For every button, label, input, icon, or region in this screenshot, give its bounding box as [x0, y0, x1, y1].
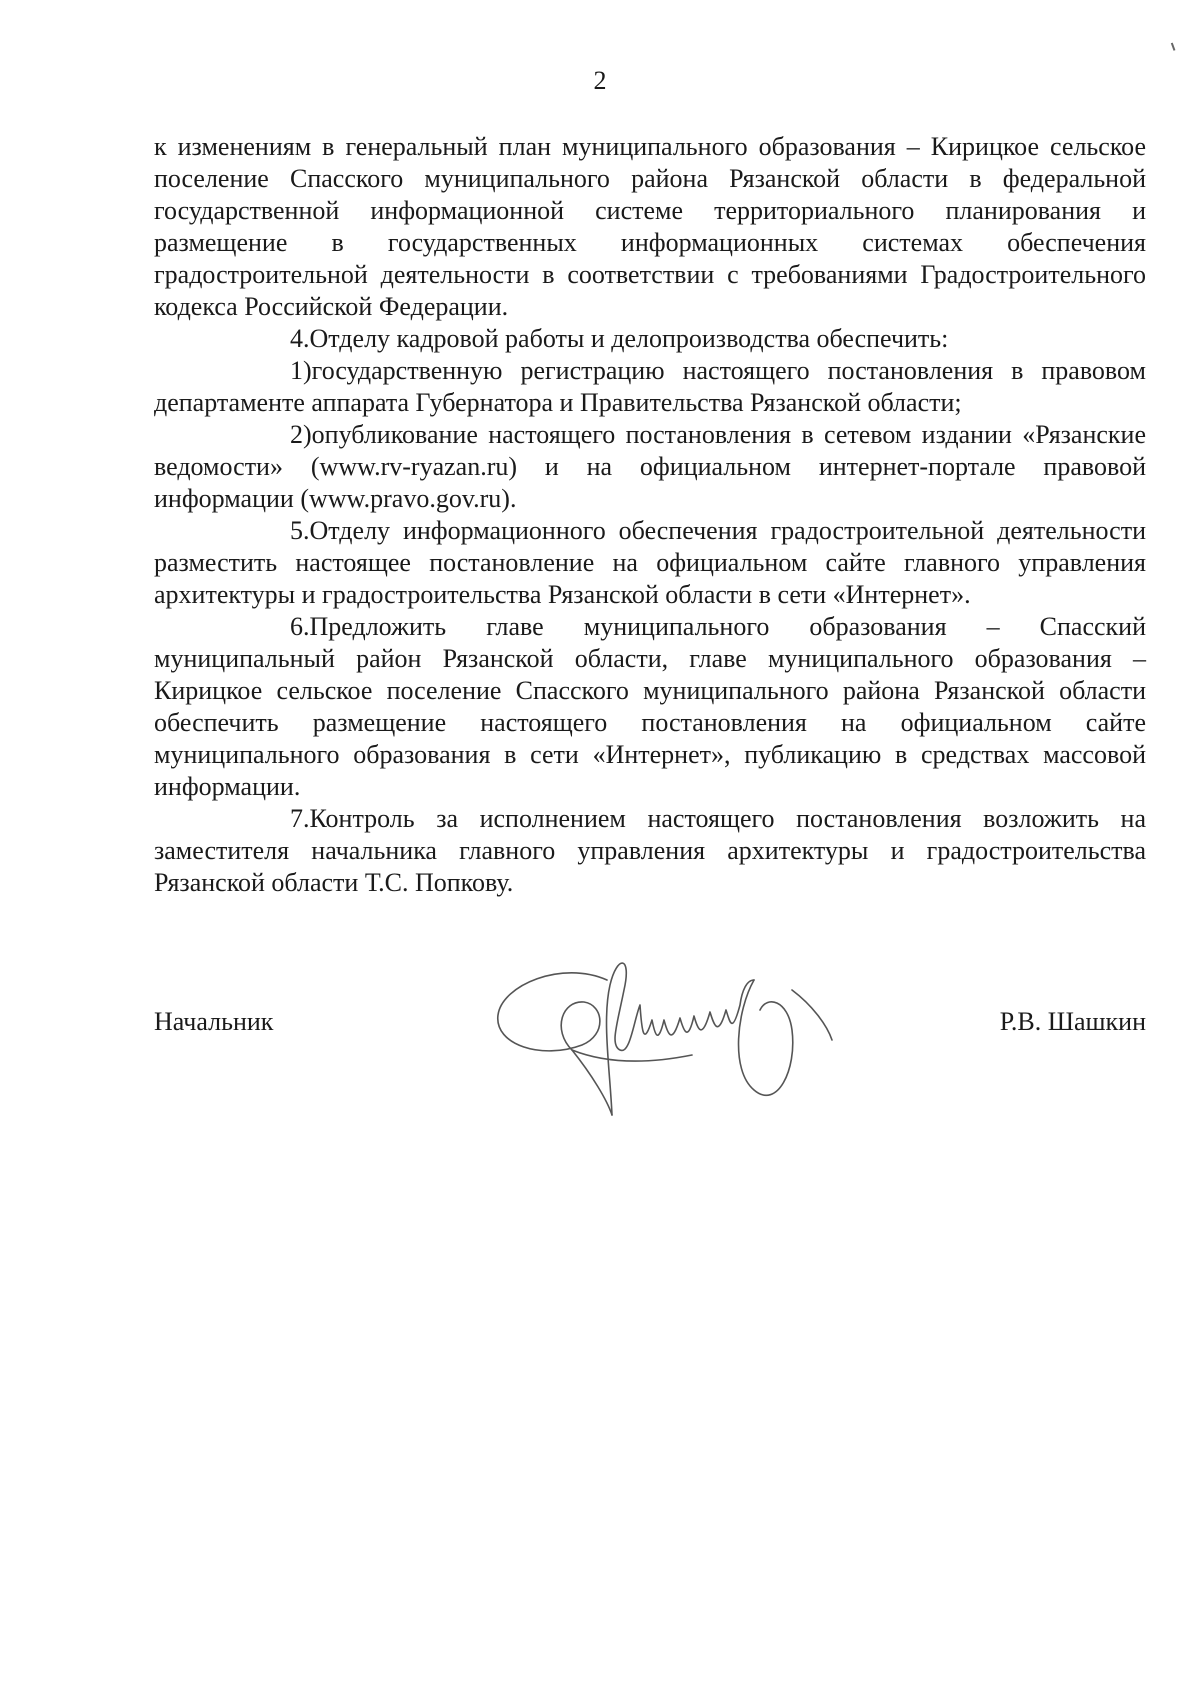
paragraph-text: к изменениям в генеральный план муниципального образования – Кирицкое сельское поселение Спасского муниципального района Рязанской области в федеральной государственной информационной системе территориального планирования и размещение в государственных информационных системах обеспечения градостроительной деятельности в соответствии с требованиями Градостроительного кодекса Российской Федерации. [154, 132, 1146, 321]
paragraph-subitem-2 [154, 419, 1146, 515]
item-number: 5. [290, 516, 310, 545]
item-number: 1) [290, 356, 312, 385]
paragraph-continuation [154, 131, 1146, 323]
paragraph-subitem-1 [154, 355, 1146, 419]
item-number: 4. [290, 324, 310, 353]
signatory-title: Начальник [154, 1007, 274, 1036]
item-number: 7. [290, 804, 310, 833]
paragraph-text: Предложить главе муниципального образования – Спасский муниципальный район Рязанской области, главе муниципального образования – Кирицкое сельское поселение Спасского муниципального района Рязанской области обеспечить размещение настоящего постановления на официальном сайте муниципального образования в сети «Интернет», публикацию в средствах массовой информации. [154, 612, 1146, 801]
paragraph-text: опубликование настоящего постановления в сетевом издании «Рязанские ведомости» (www.rv-ryazan.ru) и на официальном интернет-портале правовой информации (www.pravo.gov.ru). [154, 420, 1146, 513]
item-number: 2) [290, 420, 312, 449]
paragraph-text: Отделу кадровой работы и делопроизводства обеспечить: [309, 324, 949, 353]
signatory-name: Р.В. Шашкин [999, 1007, 1146, 1036]
item-number: 6. [290, 612, 310, 641]
handwritten-signature [492, 950, 867, 1130]
paragraph-item-7 [154, 803, 1146, 899]
paragraph-text: государственную регистрацию настоящего постановления в правовом департаменте аппарата Губернатора и Правительства Рязанской области; [154, 356, 1146, 417]
paragraph-text: Отделу информационного обеспечения градостроительной деятельности разместить настоящее постановление на официальном сайте главного управления архитектуры и градостроительства Рязанской области в сети «Интернет». [154, 516, 1146, 609]
page-number: 2 [593, 66, 607, 95]
paragraph-text: Контроль за исполнением настоящего постановления возложить на заместителя начальника главного управления архитектуры и градостроительства Рязанской области Т.С. Попкову. [154, 804, 1146, 897]
paragraph-item-5 [154, 515, 1146, 611]
document-body [154, 131, 1146, 899]
paragraph-item-4 [154, 323, 1146, 355]
paragraph-item-6 [154, 611, 1146, 803]
scan-speck [1171, 41, 1179, 51]
